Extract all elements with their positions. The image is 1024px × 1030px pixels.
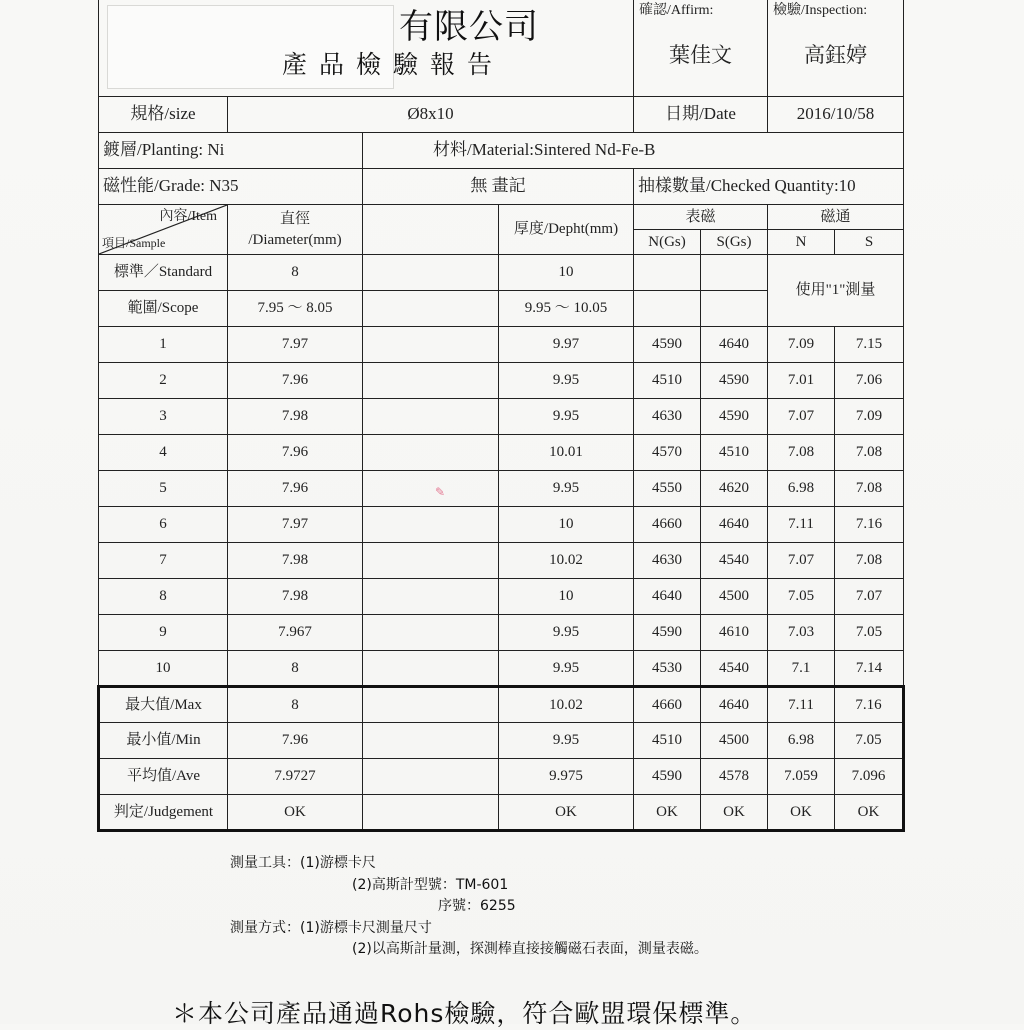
row-label: 平均值/Ave [99,759,228,795]
empty-cell [363,471,499,507]
cell-s: 7.08 [835,435,904,471]
row-label: 2 [99,363,228,399]
table-row [99,615,904,651]
standard-label: 標準／Standard [99,255,228,291]
row-label: 最小值/Min [99,723,228,759]
ngs-header: N(Gs) [634,230,701,255]
note-line-5: (2)以高斯計量測，探測棒直接接觸磁石表面，測量表磁。 [352,941,708,957]
standard-diameter: 8 [228,255,363,291]
cell-sgs: 4640 [701,507,768,543]
cell-d: 7.96 [228,363,363,399]
cell-d: 7.98 [228,399,363,435]
row-label: 6 [99,507,228,543]
empty-cell [363,651,499,687]
date-label: 日期/Date [634,97,768,133]
date-value: 2016/10/58 [768,97,904,133]
cell-t: 9.95 [499,399,634,435]
size-value: Ø8x10 [228,97,634,133]
summary-row [99,795,904,831]
empty-cell [363,687,499,723]
cell-sgs: 4540 [701,543,768,579]
empty-cell [363,543,499,579]
cell-n: OK [768,795,835,831]
s-header: S [835,230,904,255]
cell-d: 7.98 [228,543,363,579]
affirm-cell [634,0,768,97]
cell-t: 9.95 [499,651,634,687]
cell-n: 7.059 [768,759,835,795]
cell-d: 7.97 [228,507,363,543]
empty-cell [634,291,701,327]
checked-quantity: 抽樣數量/Checked Quantity:10 [634,169,904,205]
cell-n: 7.1 [768,651,835,687]
cell-ngs: OK [634,795,701,831]
size-label: 規格/size [99,97,228,133]
cell-ngs: 4590 [634,327,701,363]
empty-cell [363,723,499,759]
empty-cell [363,795,499,831]
cell-sgs: 4510 [701,435,768,471]
empty-cell [363,399,499,435]
cell-n: 7.11 [768,507,835,543]
cell-ngs: 4530 [634,651,701,687]
cell-s: OK [835,795,904,831]
scope-depth: 9.95 〜 10.05 [499,291,634,327]
cell-sgs: 4500 [701,723,768,759]
empty-cell [363,435,499,471]
cell-sgs: 4590 [701,399,768,435]
cell-ngs: 4550 [634,471,701,507]
cell-s: 7.08 [835,471,904,507]
cell-n: 7.08 [768,435,835,471]
table-row [99,579,904,615]
row-label: 判定/Judgement [99,795,228,831]
cell-sgs: 4540 [701,651,768,687]
inspection-label: 檢驗/Inspection: [773,3,868,18]
summary-row [99,687,904,723]
cell-t: OK [499,795,634,831]
cell-sgs: 4640 [701,687,768,723]
cell-s: 7.09 [835,399,904,435]
cell-t: 10.02 [499,543,634,579]
flux-header: 磁通 [768,205,904,230]
cell-s: 7.05 [835,723,904,759]
row-label: 8 [99,579,228,615]
cell-t: 9.95 [499,615,634,651]
summary-rows [99,687,904,831]
cell-ngs: 4660 [634,687,701,723]
cell-ngs: 4630 [634,543,701,579]
n-header: N [768,230,835,255]
cell-d: 8 [228,651,363,687]
cell-t: 10.01 [499,435,634,471]
cell-t: 9.95 [499,363,634,399]
empty-cell [701,255,768,291]
note-line-2: (2)高斯計型號：TM-601 [352,876,509,893]
cell-ngs: 4570 [634,435,701,471]
planting-label: 鍍層/Planting: Ni [99,133,363,169]
empty-cell [634,255,701,291]
report-title: 產品檢驗報告 [282,50,505,79]
cell-t: 10 [499,507,634,543]
cell-ngs: 4510 [634,723,701,759]
rohs-footer: ＊本公司產品通過Rohs檢驗，符合歐盟環保標準。 [172,999,757,1028]
cell-d: 7.96 [228,435,363,471]
cell-sgs: OK [701,795,768,831]
table-row [99,507,904,543]
cell-ngs: 4590 [634,759,701,795]
cell-d: OK [228,795,363,831]
cell-t: 10 [499,579,634,615]
diameter-header-zh: 直徑 [279,211,310,227]
cell-n: 7.05 [768,579,835,615]
cell-s: 7.08 [835,543,904,579]
empty-cell [363,507,499,543]
cell-s: 7.07 [835,579,904,615]
cell-ngs: 4640 [634,579,701,615]
material-label: 材料/Material:Sintered Nd-Fe-B [363,133,904,169]
table-row [99,651,904,687]
diameter-header-en: /Diameter(mm) [248,231,342,248]
cell-t: 9.97 [499,327,634,363]
flux-note: 使用"1"測量 [768,255,904,327]
table-row [99,543,904,579]
empty-cell [363,291,499,327]
cell-d: 7.9727 [228,759,363,795]
grade-label: 磁性能/Grade: N35 [99,169,363,205]
empty-cell [363,759,499,795]
affirm-name: 葉佳文 [669,43,732,67]
row-label: 1 [99,327,228,363]
scope-diameter: 7.95 〜 8.05 [228,291,363,327]
inspection-name: 高鈺婷 [804,43,867,67]
note-line-1: 測量工具：(1)游標卡尺 [230,855,376,871]
sample-rows [99,327,904,687]
cell-n: 6.98 [768,723,835,759]
row-label: 10 [99,651,228,687]
table-row [99,471,904,507]
cell-sgs: 4500 [701,579,768,615]
standard-depth: 10 [499,255,634,291]
row-label: 4 [99,435,228,471]
company-name: 有限公司 [399,7,539,47]
scope-label: 範圍/Scope [99,291,228,327]
cell-sgs: 4640 [701,327,768,363]
cell-s: 7.15 [835,327,904,363]
cell-d: 8 [228,687,363,723]
empty-cell [363,363,499,399]
cell-d: 7.96 [228,471,363,507]
cell-d: 7.98 [228,579,363,615]
inspection-table [97,0,905,832]
diameter-header [228,205,363,255]
empty-cell [363,579,499,615]
table-row [99,327,904,363]
row-label: 9 [99,615,228,651]
cell-t: 10.02 [499,687,634,723]
row-label: 3 [99,399,228,435]
cell-n: 7.11 [768,687,835,723]
sgs-header: S(Gs) [701,230,768,255]
row-label: 最大值/Max [99,687,228,723]
item-label: 內容/Item [159,209,217,224]
sample-label: 項目/Sample [102,235,166,250]
table-row [99,363,904,399]
note-line-3: 序號：6255 [438,898,516,914]
cell-t: 9.975 [499,759,634,795]
cell-s: 7.16 [835,687,904,723]
item-sample-header [99,205,228,255]
ink-mark: ✎ [435,485,446,499]
cell-n: 7.07 [768,543,835,579]
summary-row [99,723,904,759]
measurement-notes [230,853,708,961]
cell-s: 7.096 [835,759,904,795]
cell-d: 7.967 [228,615,363,651]
cell-sgs: 4620 [701,471,768,507]
note-line-4: 測量方式：(1)游標卡尺測量尺寸 [230,919,432,936]
blank-header [363,205,499,255]
surface-header: 表磁 [634,205,768,230]
cell-sgs: 4590 [701,363,768,399]
row-label: 7 [99,543,228,579]
row-label: 5 [99,471,228,507]
summary-row [99,759,904,795]
cell-n: 7.01 [768,363,835,399]
cell-ngs: 4660 [634,507,701,543]
inspection-cell [768,0,904,97]
depth-header: 厚度/Depht(mm) [499,205,634,255]
cell-ngs: 4590 [634,615,701,651]
empty-cell [363,255,499,291]
empty-cell [363,327,499,363]
cell-n: 7.09 [768,327,835,363]
cell-n: 6.98 [768,471,835,507]
cell-n: 7.07 [768,399,835,435]
report-header [99,0,634,97]
cell-s: 7.14 [835,651,904,687]
cell-sgs: 4610 [701,615,768,651]
cell-n: 7.03 [768,615,835,651]
empty-cell [701,291,768,327]
affirm-label: 確認/Affirm: [639,3,714,18]
cell-sgs: 4578 [701,759,768,795]
cell-t: 9.95 [499,723,634,759]
cell-s: 7.16 [835,507,904,543]
cell-ngs: 4510 [634,363,701,399]
empty-cell [363,615,499,651]
cell-d: 7.97 [228,327,363,363]
table-row [99,399,904,435]
marking-note: 無 畫記 [363,169,634,205]
cell-t: 9.95 [499,471,634,507]
cell-d: 7.96 [228,723,363,759]
cell-ngs: 4630 [634,399,701,435]
table-row [99,435,904,471]
cell-s: 7.06 [835,363,904,399]
cell-s: 7.05 [835,615,904,651]
